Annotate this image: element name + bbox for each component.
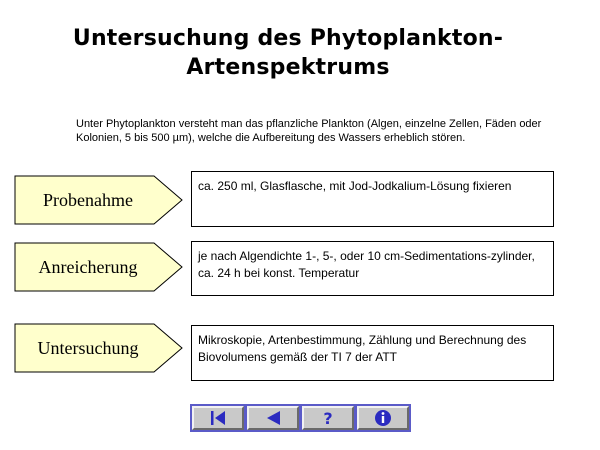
step-description-anreicherung: je nach Algendichte 1-, 5-, oder 10 cm-Sedimentations-zylinder, ca. 24 h bei konst. Temperatur [191,241,554,296]
info-icon [374,409,392,427]
first-page-button[interactable] [192,406,244,430]
back-arrow-icon [264,410,282,426]
page-title-line-2: Artenspektrums [186,55,390,80]
svg-text:?: ? [323,409,333,427]
info-button[interactable] [357,406,409,430]
navigation-bar [190,404,411,432]
step-label: Anreicherung [38,256,138,277]
first-page-icon [209,410,227,426]
step-arrow-anreicherung [14,242,184,292]
step-label: Probenahme [43,189,133,210]
step-arrow-untersuchung [14,323,184,373]
help-button[interactable] [302,406,354,430]
step-description-untersuchung: Mikroskopie, Artenbestimmung, Zählung und Berechnung des Biovolumens gemäß der TI 7 der ATT [191,325,554,381]
help-question-icon [319,409,337,427]
back-button[interactable] [247,406,299,430]
page-title-line-1: Untersuchung des Phytoplankton- [72,26,504,51]
step-label: Untersuchung [37,337,139,358]
intro-text: Unter Phytoplankton versteht man das pflanzliche Plankton (Algen, einzelne Zellen, Fäden oder Kolonien, 5 bis 500 µm), welche die Aufbereitung des Wassers erheblich stören. [76,118,542,144]
page-title [0,24,576,82]
step-arrow-probenahme [14,175,184,225]
step-description-probenahme: ca. 250 ml, Glasflasche, mit Jod-Jodkalium-Lösung fixieren [191,171,554,227]
